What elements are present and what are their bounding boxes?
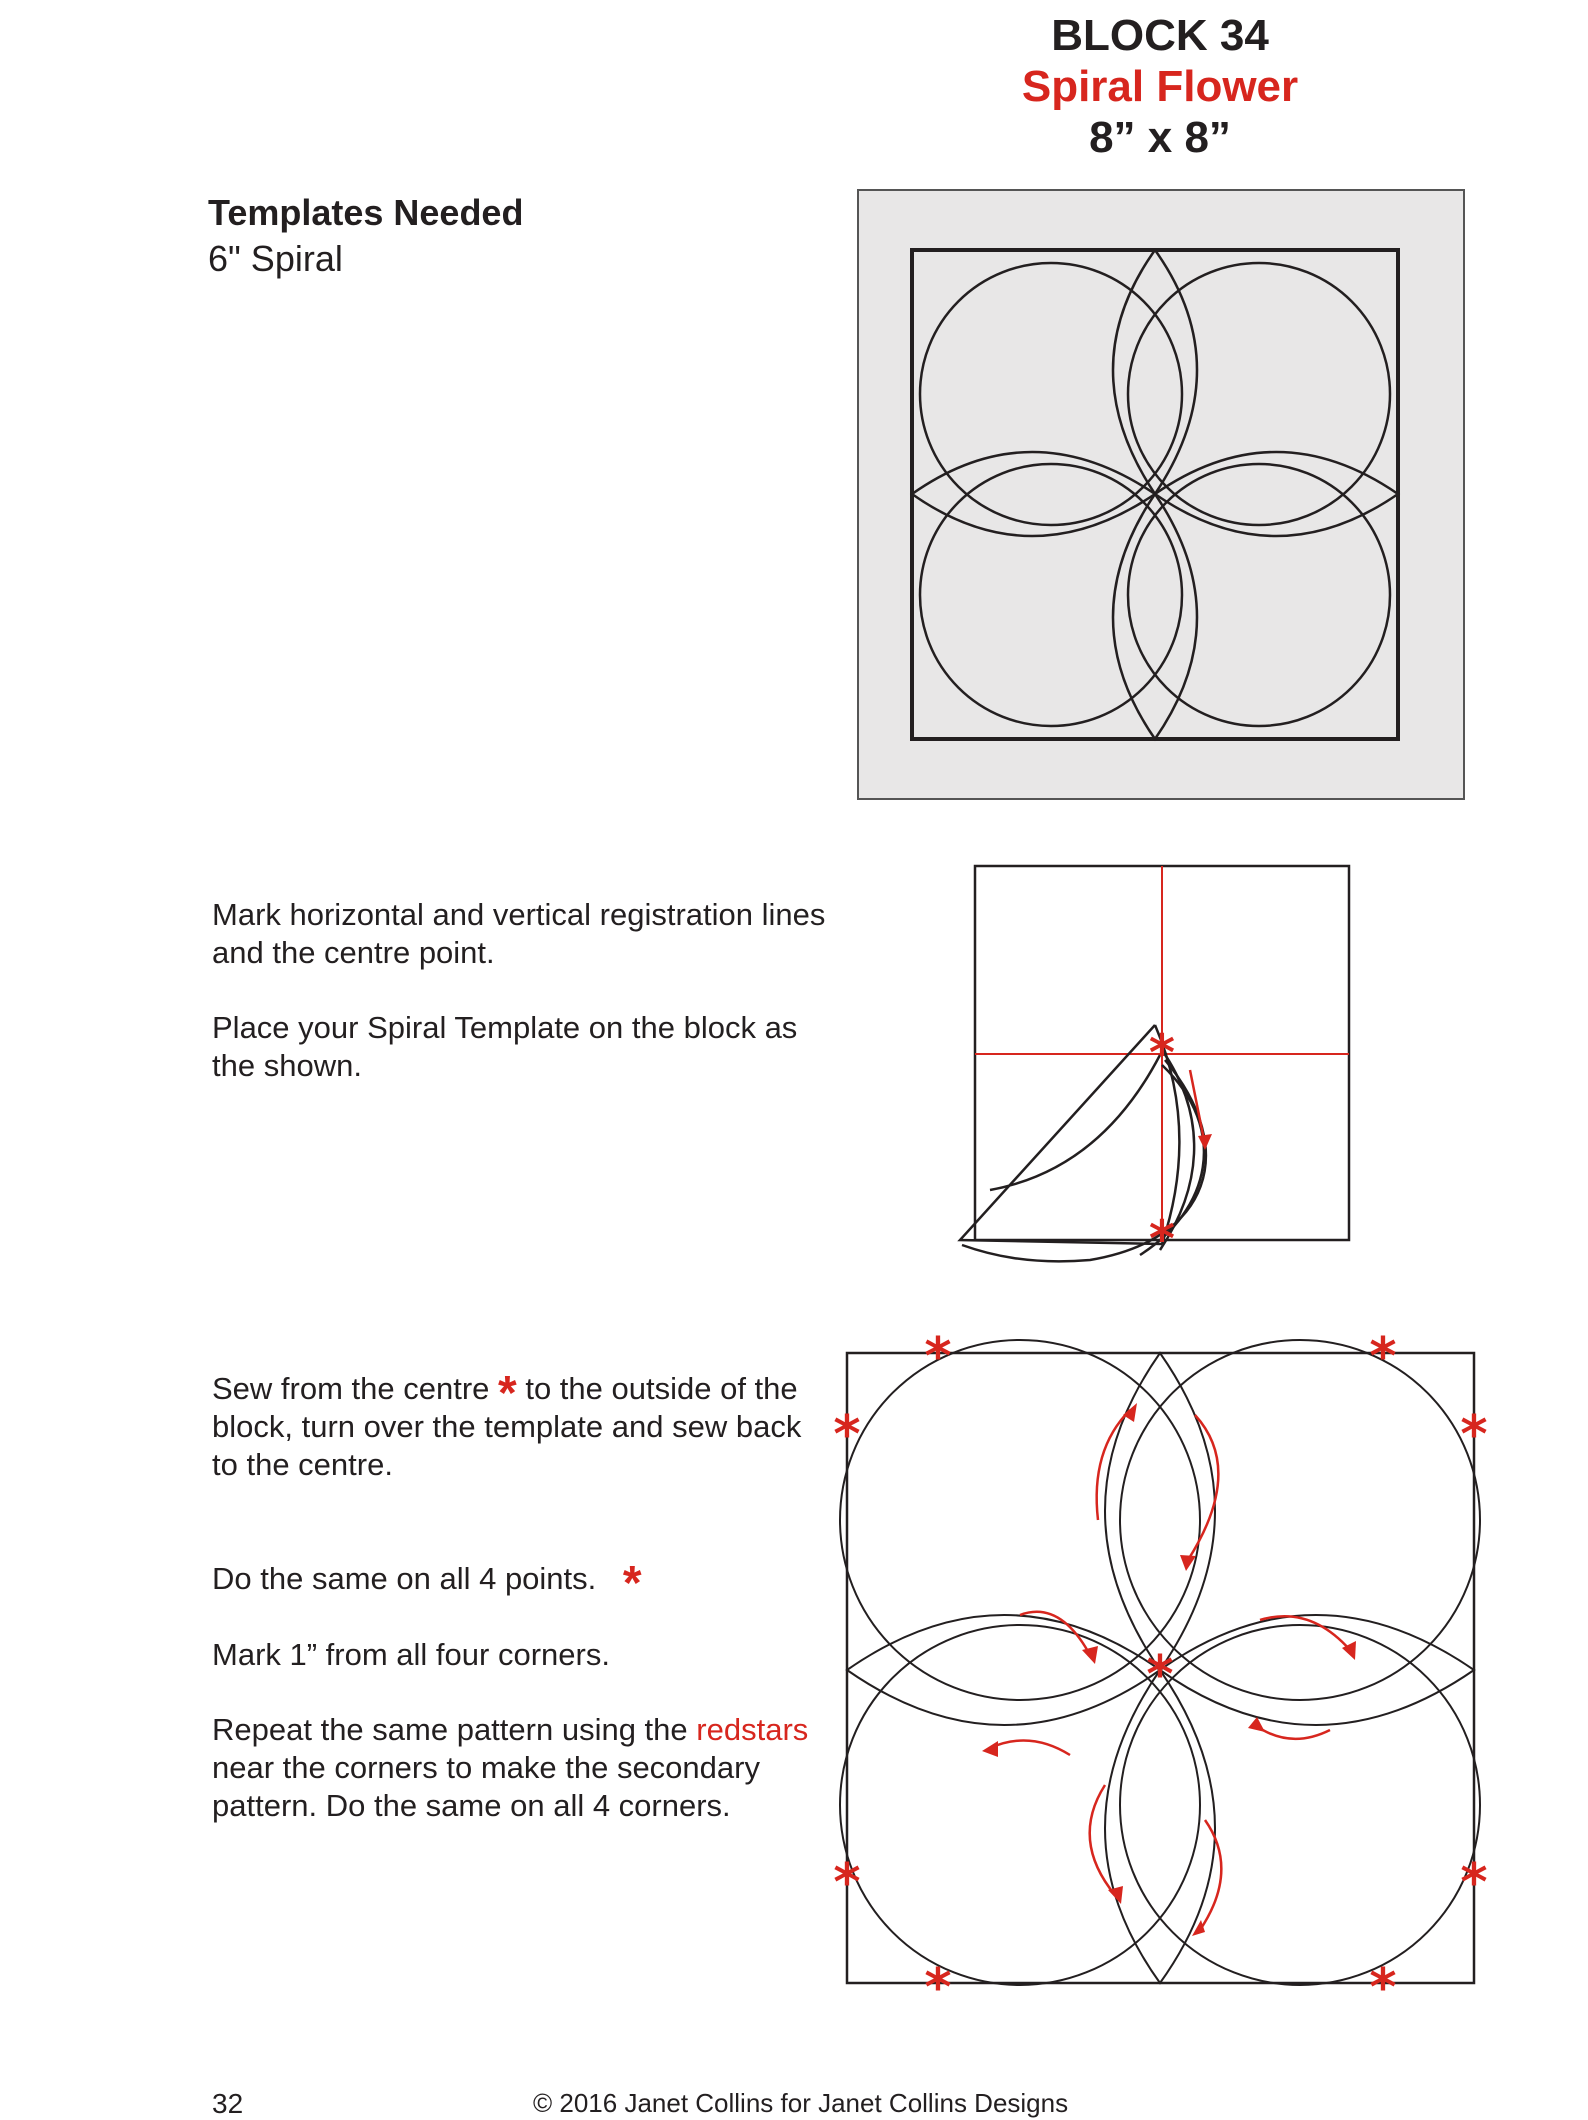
instruction-step-6 <box>212 1711 832 1825</box>
sewing-pattern-diagram <box>820 1330 1500 2010</box>
red-star-icon: * <box>833 1853 861 1913</box>
step-6-text-a: Repeat the same pattern using the <box>212 1712 688 1747</box>
step-4-text: Do the same on all 4 points. <box>212 1561 597 1596</box>
red-star-icon: * <box>924 1330 952 1387</box>
red-star-icon: * <box>1369 1958 1397 2010</box>
step-6-text-b: near the corners to make the secondary pattern. Do the same on all 4 corners. <box>212 1750 760 1823</box>
red-star-icon: * <box>833 1405 861 1465</box>
instruction-step-1: Mark horizontal and vertical registration lines and the centre point. <box>212 897 826 970</box>
templates-heading: Templates Needed <box>208 192 524 233</box>
instruction-step-4 <box>212 1557 832 1610</box>
red-star-icon: * <box>1146 1645 1174 1705</box>
block-size: 8” x 8” <box>1089 113 1231 162</box>
red-star-icon: * <box>1369 1330 1397 1387</box>
edge-star-icon: * <box>1148 1210 1176 1268</box>
center-star-icon: * <box>1148 1024 1176 1082</box>
block-name: Spiral Flower <box>1021 62 1299 111</box>
instruction-step-5: Mark 1” from all four corners. <box>212 1637 610 1672</box>
instruction-step-2: Place your Spiral Template on the block as the shown. <box>212 1010 798 1083</box>
red-star-icon: * <box>1460 1853 1488 1913</box>
red-star-icon: * <box>924 1958 952 2010</box>
red-star-icon: * <box>1460 1405 1488 1465</box>
finished-block-diagram <box>856 188 1468 802</box>
instruction-step-3 <box>212 1367 832 1484</box>
step-3-text-a: Sew from the centre <box>212 1371 490 1406</box>
step-3-text-b: to the outside of the block, turn over the template and sew back to the centre. <box>212 1371 802 1482</box>
page-number: 32 <box>212 2088 244 2119</box>
block-number: BLOCK 34 <box>1051 11 1269 60</box>
templates-item: 6" Spiral <box>208 238 343 279</box>
block-title <box>960 10 1360 164</box>
copyright: © 2016 Janet Collins for Janet Collins Designs <box>533 2088 1069 2118</box>
template-placement-diagram <box>950 860 1360 1270</box>
red-star-icon: * <box>498 1367 517 1420</box>
red-star-icon: * <box>622 1557 642 1610</box>
redstars-highlight: redstars <box>696 1712 809 1747</box>
